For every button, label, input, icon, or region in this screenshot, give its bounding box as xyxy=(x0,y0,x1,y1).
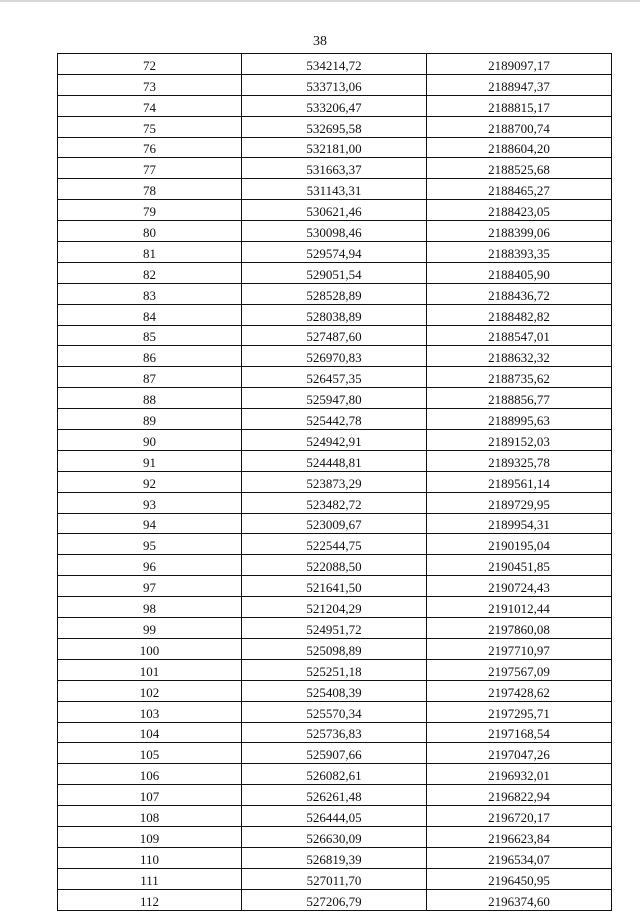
point-number-cell: 89 xyxy=(58,409,242,430)
table-row xyxy=(58,242,612,263)
x-coordinate-cell: 523873,29 xyxy=(242,471,427,492)
table-row xyxy=(58,826,612,847)
point-number-cell: 91 xyxy=(58,450,242,471)
x-coordinate-cell: 525251,18 xyxy=(242,659,427,680)
y-coordinate-cell: 2190195,04 xyxy=(427,534,612,555)
y-coordinate-cell: 2197567,09 xyxy=(427,659,612,680)
y-coordinate-cell: 2196534,07 xyxy=(427,847,612,868)
table-row xyxy=(58,325,612,346)
point-number-cell: 95 xyxy=(58,534,242,555)
x-coordinate-cell: 528038,89 xyxy=(242,304,427,325)
table-row xyxy=(58,471,612,492)
y-coordinate-cell: 2188815,17 xyxy=(427,95,612,116)
table-row xyxy=(58,701,612,722)
x-coordinate-cell: 529051,54 xyxy=(242,262,427,283)
x-coordinate-cell: 525907,66 xyxy=(242,743,427,764)
point-number-cell: 82 xyxy=(58,262,242,283)
table-row xyxy=(58,137,612,158)
table-row xyxy=(58,618,612,639)
point-number-cell: 106 xyxy=(58,764,242,785)
point-number-cell: 72 xyxy=(58,54,242,75)
x-coordinate-cell: 524951,72 xyxy=(242,618,427,639)
table-row xyxy=(58,597,612,618)
y-coordinate-cell: 2197710,97 xyxy=(427,638,612,659)
table-row xyxy=(58,221,612,242)
table-row xyxy=(58,743,612,764)
table-row xyxy=(58,534,612,555)
point-number-cell: 81 xyxy=(58,242,242,263)
table-row xyxy=(58,868,612,889)
x-coordinate-cell: 525442,78 xyxy=(242,409,427,430)
x-coordinate-cell: 521641,50 xyxy=(242,576,427,597)
table-row xyxy=(58,450,612,471)
x-coordinate-cell: 531663,37 xyxy=(242,158,427,179)
point-number-cell: 107 xyxy=(58,785,242,806)
y-coordinate-cell: 2188632,32 xyxy=(427,346,612,367)
point-number-cell: 84 xyxy=(58,304,242,325)
point-number-cell: 83 xyxy=(58,283,242,304)
point-number-cell: 88 xyxy=(58,388,242,409)
y-coordinate-cell: 2197428,62 xyxy=(427,680,612,701)
table-row xyxy=(58,680,612,701)
point-number-cell: 109 xyxy=(58,826,242,847)
table-row xyxy=(58,555,612,576)
point-number-cell: 112 xyxy=(58,889,242,910)
point-number-cell: 73 xyxy=(58,74,242,95)
point-number-cell: 110 xyxy=(58,847,242,868)
table-row xyxy=(58,764,612,785)
table-row xyxy=(58,638,612,659)
table-row xyxy=(58,847,612,868)
x-coordinate-cell: 526261,48 xyxy=(242,785,427,806)
x-coordinate-cell: 528528,89 xyxy=(242,283,427,304)
point-number-cell: 103 xyxy=(58,701,242,722)
point-number-cell: 108 xyxy=(58,806,242,827)
table-row xyxy=(58,513,612,534)
page-number: 38 xyxy=(313,34,327,49)
point-number-cell: 104 xyxy=(58,722,242,743)
y-coordinate-cell: 2188436,72 xyxy=(427,283,612,304)
table-row xyxy=(58,388,612,409)
table-row xyxy=(58,889,612,910)
table-row xyxy=(58,262,612,283)
point-number-cell: 99 xyxy=(58,618,242,639)
x-coordinate-cell: 527487,60 xyxy=(242,325,427,346)
x-coordinate-cell: 529574,94 xyxy=(242,242,427,263)
point-number-cell: 102 xyxy=(58,680,242,701)
point-number-cell: 92 xyxy=(58,471,242,492)
table-row xyxy=(58,576,612,597)
y-coordinate-cell: 2188399,06 xyxy=(427,221,612,242)
point-number-cell: 90 xyxy=(58,430,242,451)
y-coordinate-cell: 2197860,08 xyxy=(427,618,612,639)
y-coordinate-cell: 2188525,68 xyxy=(427,158,612,179)
x-coordinate-cell: 527011,70 xyxy=(242,868,427,889)
y-coordinate-cell: 2189325,78 xyxy=(427,450,612,471)
table-row xyxy=(58,179,612,200)
table-row xyxy=(58,304,612,325)
y-coordinate-cell: 2188405,90 xyxy=(427,262,612,283)
y-coordinate-cell: 2189097,17 xyxy=(427,54,612,75)
point-number-cell: 94 xyxy=(58,513,242,534)
y-coordinate-cell: 2188423,05 xyxy=(427,200,612,221)
point-number-cell: 100 xyxy=(58,638,242,659)
point-number-cell: 98 xyxy=(58,597,242,618)
table-row xyxy=(58,54,612,75)
y-coordinate-cell: 2190724,43 xyxy=(427,576,612,597)
x-coordinate-cell: 526444,05 xyxy=(242,806,427,827)
y-coordinate-cell: 2189729,95 xyxy=(427,492,612,513)
y-coordinate-cell: 2188700,74 xyxy=(427,116,612,137)
table-row xyxy=(58,492,612,513)
point-number-cell: 75 xyxy=(58,116,242,137)
x-coordinate-cell: 525736,83 xyxy=(242,722,427,743)
y-coordinate-cell: 2197168,54 xyxy=(427,722,612,743)
point-number-cell: 111 xyxy=(58,868,242,889)
point-number-cell: 97 xyxy=(58,576,242,597)
y-coordinate-cell: 2197047,26 xyxy=(427,743,612,764)
point-number-cell: 101 xyxy=(58,659,242,680)
x-coordinate-cell: 522544,75 xyxy=(242,534,427,555)
y-coordinate-cell: 2191012,44 xyxy=(427,597,612,618)
x-coordinate-cell: 524448,81 xyxy=(242,450,427,471)
table-row xyxy=(58,785,612,806)
point-number-cell: 74 xyxy=(58,95,242,116)
point-number-cell: 85 xyxy=(58,325,242,346)
table-row xyxy=(58,74,612,95)
x-coordinate-cell: 523009,67 xyxy=(242,513,427,534)
y-coordinate-cell: 2188482,82 xyxy=(427,304,612,325)
y-coordinate-cell: 2196623,84 xyxy=(427,826,612,847)
y-coordinate-cell: 2188947,37 xyxy=(427,74,612,95)
point-number-cell: 79 xyxy=(58,200,242,221)
point-number-cell: 87 xyxy=(58,367,242,388)
x-coordinate-cell: 526457,35 xyxy=(242,367,427,388)
y-coordinate-cell: 2196450,95 xyxy=(427,868,612,889)
table-row xyxy=(58,367,612,388)
y-coordinate-cell: 2188995,63 xyxy=(427,409,612,430)
x-coordinate-cell: 525098,89 xyxy=(242,638,427,659)
table-row xyxy=(58,116,612,137)
point-number-cell: 80 xyxy=(58,221,242,242)
y-coordinate-cell: 2189152,03 xyxy=(427,430,612,451)
y-coordinate-cell: 2188604,20 xyxy=(427,137,612,158)
x-coordinate-cell: 530098,46 xyxy=(242,221,427,242)
y-coordinate-cell: 2197295,71 xyxy=(427,701,612,722)
table-row xyxy=(58,806,612,827)
point-number-cell: 78 xyxy=(58,179,242,200)
x-coordinate-cell: 531143,31 xyxy=(242,179,427,200)
table-row xyxy=(58,158,612,179)
x-coordinate-cell: 523482,72 xyxy=(242,492,427,513)
table-row xyxy=(58,659,612,680)
table-row xyxy=(58,283,612,304)
point-number-cell: 96 xyxy=(58,555,242,576)
y-coordinate-cell: 2188465,27 xyxy=(427,179,612,200)
x-coordinate-cell: 532695,58 xyxy=(242,116,427,137)
x-coordinate-cell: 526630,09 xyxy=(242,826,427,847)
table-row xyxy=(58,95,612,116)
y-coordinate-cell: 2188547,01 xyxy=(427,325,612,346)
x-coordinate-cell: 525947,80 xyxy=(242,388,427,409)
x-coordinate-cell: 532181,00 xyxy=(242,137,427,158)
table-row xyxy=(58,346,612,367)
x-coordinate-cell: 521204,29 xyxy=(242,597,427,618)
point-number-cell: 105 xyxy=(58,743,242,764)
y-coordinate-cell: 2196374,60 xyxy=(427,889,612,910)
x-coordinate-cell: 533713,06 xyxy=(242,74,427,95)
y-coordinate-cell: 2190451,85 xyxy=(427,555,612,576)
x-coordinate-cell: 526082,61 xyxy=(242,764,427,785)
point-number-cell: 77 xyxy=(58,158,242,179)
point-number-cell: 86 xyxy=(58,346,242,367)
table-row xyxy=(58,200,612,221)
y-coordinate-cell: 2189954,31 xyxy=(427,513,612,534)
y-coordinate-cell: 2196822,94 xyxy=(427,785,612,806)
y-coordinate-cell: 2196720,17 xyxy=(427,806,612,827)
point-number-cell: 93 xyxy=(58,492,242,513)
x-coordinate-cell: 526819,39 xyxy=(242,847,427,868)
table-row xyxy=(58,722,612,743)
table-row xyxy=(58,430,612,451)
point-number-cell: 76 xyxy=(58,137,242,158)
coordinates-table xyxy=(57,53,612,911)
scan-top-edge xyxy=(0,0,640,2)
table-row xyxy=(58,409,612,430)
x-coordinate-cell: 525408,39 xyxy=(242,680,427,701)
x-coordinate-cell: 522088,50 xyxy=(242,555,427,576)
x-coordinate-cell: 526970,83 xyxy=(242,346,427,367)
x-coordinate-cell: 527206,79 xyxy=(242,889,427,910)
x-coordinate-cell: 530621,46 xyxy=(242,200,427,221)
y-coordinate-cell: 2188856,77 xyxy=(427,388,612,409)
y-coordinate-cell: 2188735,62 xyxy=(427,367,612,388)
x-coordinate-cell: 534214,72 xyxy=(242,54,427,75)
y-coordinate-cell: 2188393,35 xyxy=(427,242,612,263)
y-coordinate-cell: 2189561,14 xyxy=(427,471,612,492)
x-coordinate-cell: 524942,91 xyxy=(242,430,427,451)
y-coordinate-cell: 2196932,01 xyxy=(427,764,612,785)
x-coordinate-cell: 525570,34 xyxy=(242,701,427,722)
coordinates-table-body xyxy=(58,54,612,911)
x-coordinate-cell: 533206,47 xyxy=(242,95,427,116)
